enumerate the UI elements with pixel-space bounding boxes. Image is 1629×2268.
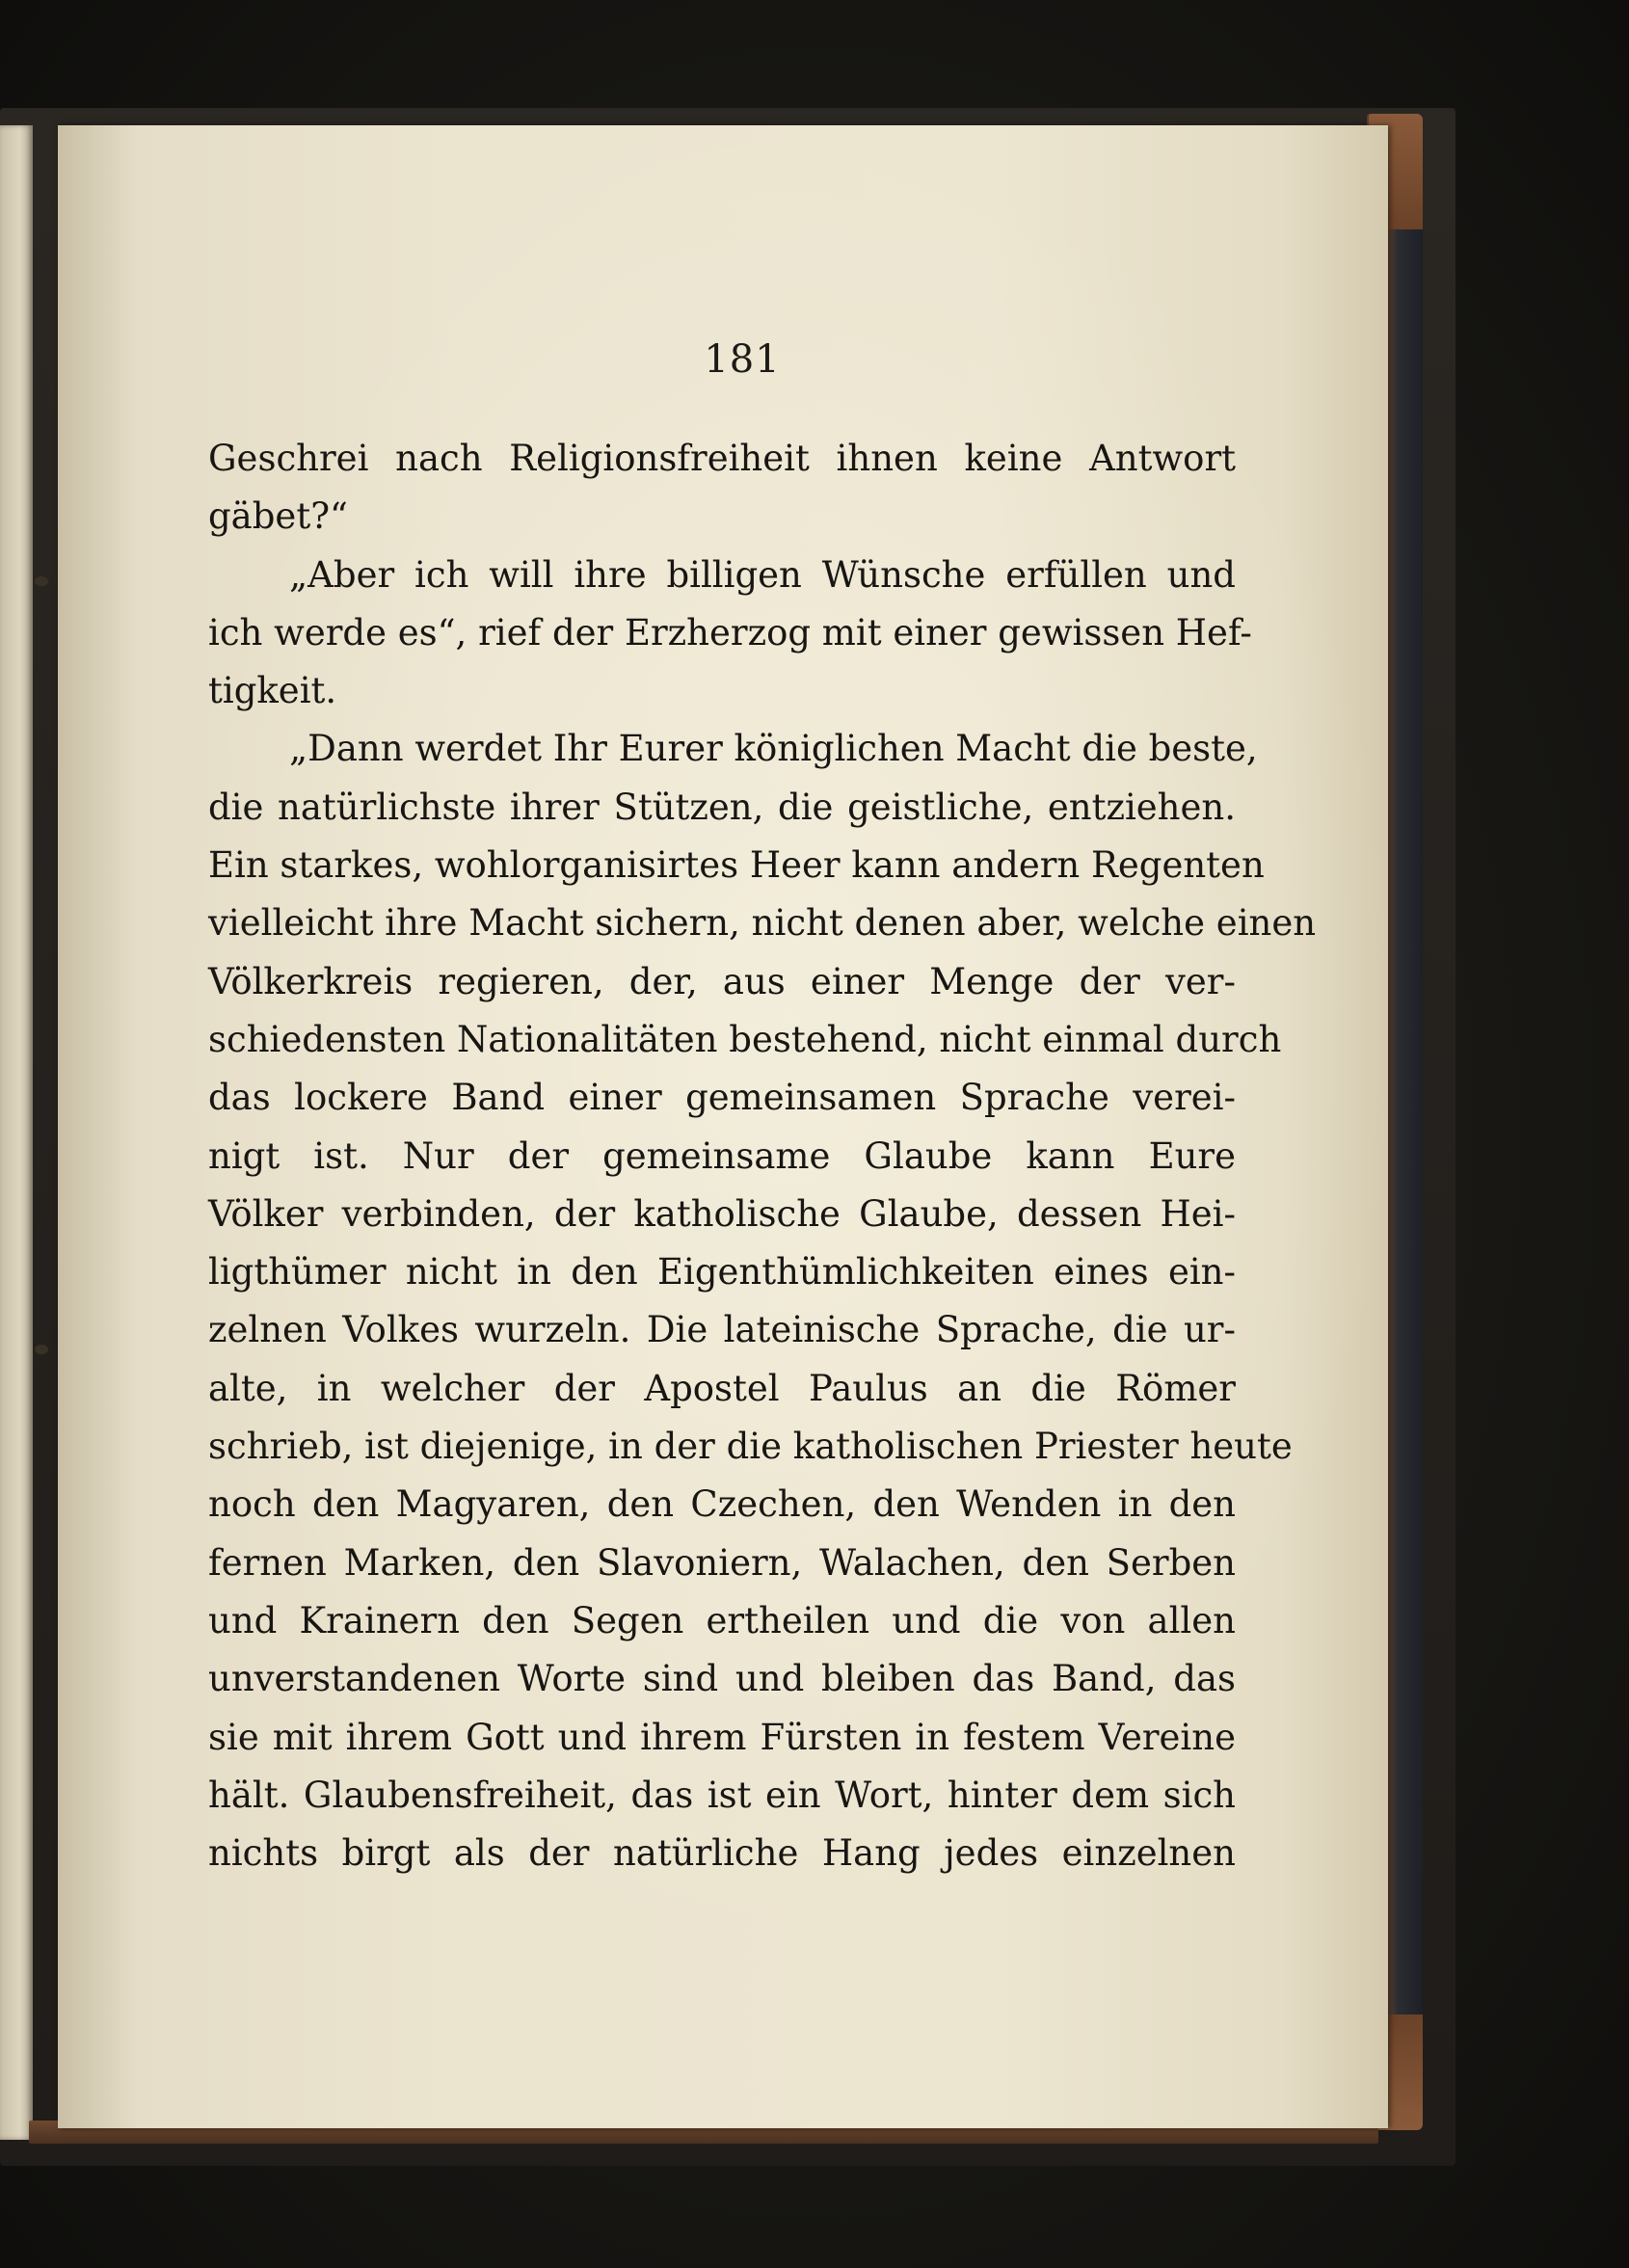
text-line: die natürlichste ihrer Stützen, die geistliche, entziehen. — [208, 786, 1236, 828]
margin-mark — [35, 1345, 48, 1354]
text-line: hält. Glaubensfreiheit, das ist ein Wort, hinter dem sich — [208, 1774, 1236, 1816]
text-line: gäbet?“ — [208, 495, 348, 538]
text-line: das lockere Band einer gemeinsamen Sprache verei- — [208, 1077, 1236, 1119]
text-line: alte, in welcher der Apostel Paulus an die Römer — [208, 1367, 1236, 1409]
text-line: noch den Magyaren, den Czechen, den Wenden in den — [208, 1483, 1236, 1526]
text-line: und Krainern den Segen ertheilen und die von allen — [208, 1599, 1236, 1641]
text-line: ligthümer nicht in den Eigenthümlichkeiten eines ein- — [208, 1251, 1236, 1294]
text-line: sie mit ihrem Gott und ihrem Fürsten in festem Vereine — [208, 1716, 1236, 1758]
text-line: fernen Marken, den Slavoniern, Walachen, den Serben — [208, 1541, 1236, 1584]
margin-mark — [35, 576, 48, 586]
text-line: unverstandenen Worte sind und bleiben das Band, das — [208, 1658, 1236, 1700]
text-line: Völker verbinden, der katholische Glaube, dessen Hei- — [208, 1192, 1236, 1235]
text-line: nichts birgt als der natürliche Hang jedes einzelnen — [208, 1832, 1236, 1875]
text-line: tigkeit. — [208, 670, 337, 712]
text-line: Ein starkes, wohlorganisirtes Heer kann andern Regenten — [208, 844, 1265, 887]
text-line: „Aber ich will ihre billigen Wünsche erfüllen und — [289, 553, 1236, 596]
text-line: Völkerkreis regieren, der, aus einer Menge der ver- — [208, 960, 1236, 1002]
text-line: schiedensten Nationalitäten bestehend, nicht einmal durch — [208, 1018, 1282, 1060]
page-number: 181 — [704, 337, 781, 382]
text-line: ich werde es“, rief der Erzherzog mit einer gewissen Hef- — [208, 611, 1252, 654]
text-line: „Dann werdet Ihr Eurer königlichen Macht die beste, — [289, 728, 1258, 770]
text-line: vielleicht ihre Macht sichern, nicht denen aber, welche einen — [208, 902, 1317, 945]
body-text — [208, 430, 1317, 1882]
text-line: schrieb, ist diejenige, in der die katholischen Priester heute — [208, 1426, 1293, 1468]
book-page — [58, 125, 1388, 2128]
text-line: zelnen Volkes wurzeln. Die lateinische Sprache, die ur- — [208, 1309, 1236, 1351]
text-line: Geschrei nach Religionsfreiheit ihnen keine Antwort — [208, 438, 1236, 479]
previous-page-edge — [0, 125, 33, 2140]
text-line: nigt ist. Nur der gemeinsame Glaube kann Eure — [208, 1134, 1236, 1177]
